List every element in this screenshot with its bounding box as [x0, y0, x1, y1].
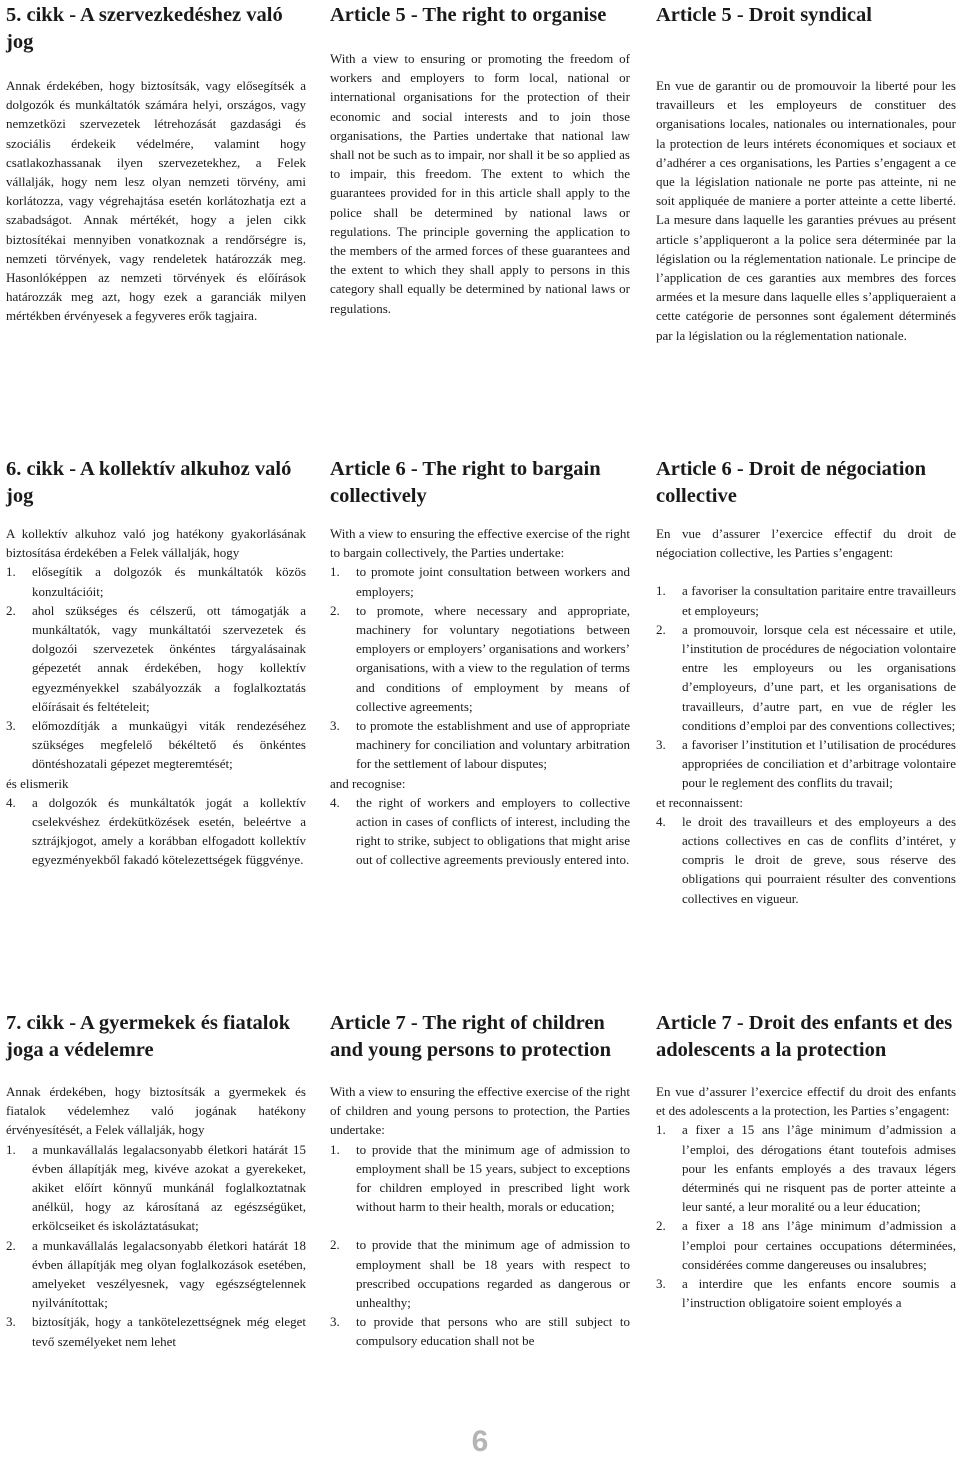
article-6-fr-list-2	[656, 812, 956, 908]
article-7-en-intro: With a view to ensuring the effective exercise of the right of children and young persons to protection, the Parties undertake:	[330, 1084, 630, 1138]
article-5-hu	[6, 2, 306, 326]
article-7-fr-intro: En vue d’assurer l’exercice effectif du droit des enfants et des adolescents a la protection, les Parties s’engagent:	[656, 1084, 956, 1119]
list-item: 2. a fixer a 18 ans l’âge minimum d’admission a l’emploi pour certaines occupations déterminées, considérées comme dangereuses ou insalubres;	[656, 1218, 956, 1272]
article-5-en-title: Article 5 - The right to organise	[330, 4, 607, 26]
article-6-en-list-2	[330, 793, 630, 870]
article-7-hu-list	[6, 1140, 306, 1351]
list-item: 3. to promote the establishment and use of appropriate machinery for conciliation and voluntary arbitration for the settlement of labour disputes;	[330, 718, 630, 772]
article-6-fr-intro: En vue d’assurer l’exercice effectif du droit de négociation collective, les Parties s’engagent:	[656, 526, 956, 561]
list-item: 1. a favoriser la consultation paritaire entre travailleurs et employeurs;	[656, 583, 956, 618]
page-number: 6	[471, 1425, 489, 1458]
list-item: 2. a munkavállalás legalacsonyabb életkori határát 18 évben állapítják meg olyan foglalkozások esetében, amelyeket veszélyesnek, vagy egészségtelennek nyilvánítottak;	[6, 1237, 306, 1311]
list-item: 1. to provide that the minimum age of admission to employment shall be 15 years, subject to exceptions for children employed in prescribed light work without harm to their health, morals or education;	[330, 1141, 630, 1215]
list-item: 2. to promote, where necessary and appropriate, machinery for voluntary negotiations between employers or employers’ organisations and workers’ organisations, with a view to the regulation of terms and conditions of employment by means of collective agreements;	[330, 602, 630, 714]
article-6-fr-title: Article 6 - Droit de négociation collective	[656, 458, 927, 507]
article-6-hu	[6, 456, 306, 870]
list-item: 3. a interdire que les enfants encore soumis a l’instruction obligatoire soient employés a	[656, 1276, 956, 1311]
article-6-en-mid: and recognise:	[330, 775, 406, 791]
article-6-hu-mid: és elismerik	[6, 775, 69, 791]
list-item: 4. le droit des travailleurs et des employeurs a des actions collectives en cas de conflits d’intéret, y compris le droit de greve, sous réserve des obligations qui pourraient résulter des conventions collectives en vigueur.	[656, 813, 956, 906]
article-7-hu-title: 7. cikk - A gyermekek és fiatalok joga a védelemre	[6, 1012, 291, 1061]
list-item: 2. ahol szükséges és célszerű, ott támogatják a munkáltatók, vagy munkáltatói szervezetek és dolgozói szervezetek önkéntes tárgyalásainak gépezetét annak érdekében, hogy kollektív egyezményekkel szabályozzák a foglalkoztatás előírásait és feltételeit;	[6, 602, 306, 714]
article-6-hu-list-2	[6, 793, 306, 870]
article-5-fr	[656, 2, 956, 345]
article-7-hu	[6, 1010, 306, 1351]
article-7-fr-title: Article 7 - Droit des enfants et des adolescents a la protection	[656, 1012, 953, 1061]
article-6-hu-title: 6. cikk - A kollektív alkuhoz való jog	[6, 458, 292, 507]
article-6-en-list	[330, 562, 630, 773]
article-5-fr-title: Article 5 - Droit syndical	[656, 4, 872, 26]
list-item: 2. a promouvoir, lorsque cela est nécessaire et utile, l’institution de procédures de négociation volontaire entre les employeurs ou les organisations d’employeurs, d’une part, et les organisations de travailleurs, d’autre part, en vue de régler les conditions d’emploi par des conventions collectives;	[656, 621, 956, 733]
article-7-en-title: Article 7 - The right of children and young persons to protection	[330, 1012, 611, 1061]
article-7-fr	[656, 1010, 956, 1312]
list-item: 1. a munkavállalás legalacsonyabb életkori határát 15 évben állapítják meg, kivéve azokat a gyerekeket, akiket előírt könnyű munkánál foglalkoztatnak anélkül, hogy az károsítaná az egészségüket, erkölcseiket és iskoláztatásukat;	[6, 1141, 306, 1234]
article-6-fr-list	[656, 581, 956, 792]
list-item: 1. to promote joint consultation between workers and employers;	[330, 564, 630, 599]
list-item: 2. to provide that the minimum age of admission to employment shall be 18 years with respect to prescribed occupations regarded as dangerous or unhealthy;	[330, 1237, 630, 1311]
article-6-en-intro: With a view to ensuring the effective exercise of the right to bargain collectively, the Parties undertake:	[330, 526, 630, 561]
list-item: 3. biztosítják, hogy a tankötelezettségnek még eleget tevő személyeket nem lehet	[6, 1314, 306, 1349]
article-5-en-body: With a view to ensuring or promoting the freedom of workers and employers to form local, national or international organisations for the protection of their economic and social interests and to join those organisations, the Parties undertake that national law shall not be such as to impair, nor shall it be so applied as to impair, this freedom. The extent to which the guarantees provided for in this article shall apply to the police shall be determined by national laws or regulations. The principle governing the application to the members of the armed forces of these guarantees and the extent to which they shall apply to persons in this category shall equally be determined by national laws or regulations.	[330, 51, 630, 316]
article-6-hu-intro: A kollektív alkuhoz való jog hatékony gyakorlásának biztosítása érdekében a Felek vállalják, hogy	[6, 526, 306, 561]
list-item: 3. előmozdítják a munkaügyi viták rendezéséhez szükséges megfelelő békéltető és önkéntes döntéshozatali gépezet megteremtését;	[6, 718, 306, 772]
list-item: 1. a fixer a 15 ans l’âge minimum d’admission a l’emploi, des dérogations étant toutefois admises pour les enfants employés a des travaux légers déterminés qui ne risquent pas de porter atteinte a leur santé, a leur moralité ou a leur éducation;	[656, 1122, 956, 1215]
list-item: 4. the right of workers and employers to collective action in cases of conflicts of interest, including the right to strike, subject to obligations that might arise out of collective agreements previously entered into.	[330, 794, 630, 868]
article-7-en	[330, 1010, 630, 1351]
article-6-hu-list	[6, 562, 306, 773]
article-7-fr-list	[656, 1120, 956, 1312]
article-5-hu-title: 5. cikk - A szervezkedéshez való jog	[6, 4, 283, 53]
list-item: 3. to provide that persons who are still subject to compulsory education shall not be	[330, 1314, 630, 1349]
article-6-en-title: Article 6 - The right to bargain collectively	[330, 458, 601, 507]
list-item: 3. a favoriser l’institution et l’utilisation de procédures appropriées de conciliation et d’arbitrage volontaire pour le reglement des conflits du travail;	[656, 737, 956, 791]
article-6-en	[330, 456, 630, 870]
article-7-hu-intro: Annak érdekében, hogy biztosítsák a gyermekek és fiatalok védelemhez való jogának hatékony érvényesítését, a Felek vállalják, hogy	[6, 1084, 306, 1138]
article-6-fr-mid: et reconnaissent:	[656, 794, 743, 810]
article-7-en-list	[330, 1140, 630, 1351]
list-item: 4. a dolgozók és munkáltatók jogát a kollektív cselekvéshez érdekütközések esetén, beleértve a sztrájkjogot, amely a korábban elfogadott kollektív egyezményekből fakadó kötelezettségek függvénye.	[6, 794, 306, 868]
article-5-en	[330, 2, 630, 318]
article-5-fr-body: En vue de garantir ou de promouvoir la liberté pour les travailleurs et les employeurs de constituer des organisations locales, nationales ou internationales, pour la protection de leurs intérets économiques et sociaux et d’adhérer a ces organisations, les Parties s’engagent a ce que la législation nationale ne porte pas atteinte, ni ne soit appliquée de maniere a porter atteinte a cette liberté. La mesure dans laquelle les garanties prévues au présent article s’appliqueront a la police sera déterminée par la législation ou la réglementation nationale. Le principe de l’application de ces garanties aux membres des forces armées et la mesure dans laquelle elles s’appliqueraient a cette catégorie de personnes sont également déterminés par la législation ou la réglementation nationale.	[656, 78, 956, 343]
article-6-fr	[656, 456, 956, 908]
article-5-hu-body: Annak érdekében, hogy biztosítsák, vagy elősegítsék a dolgozók és munkáltatók számára helyi, országos, vagy nemzetközi szervezetek létrehozását gazdasági és szociális érdekeik védelmére, valamint hogy csatlakozhassanak ilyen szervezetekhez, a Felek vállalják, hogy nem lesz olyan nemzeti törvény, ami korlátozza, vagy végrehajtása esetén korlátozhatja ezt a szabadságot. Annak mértékét, hogy a jelen cikk biztosítékai mennyiben vonatkoznak a rendőrségre is, nemzeti törvények, vagy rendeletek határozzák meg. Hasonlóképpen az nemzeti törvények és előírások határozzák meg azt, hogy ezek a garanciák milyen mértékben érvényesek a fegyveres erők tagjaira.	[6, 78, 306, 324]
list-item: 1. elősegítik a dolgozók és munkáltatók közös konzultációit;	[6, 564, 306, 599]
